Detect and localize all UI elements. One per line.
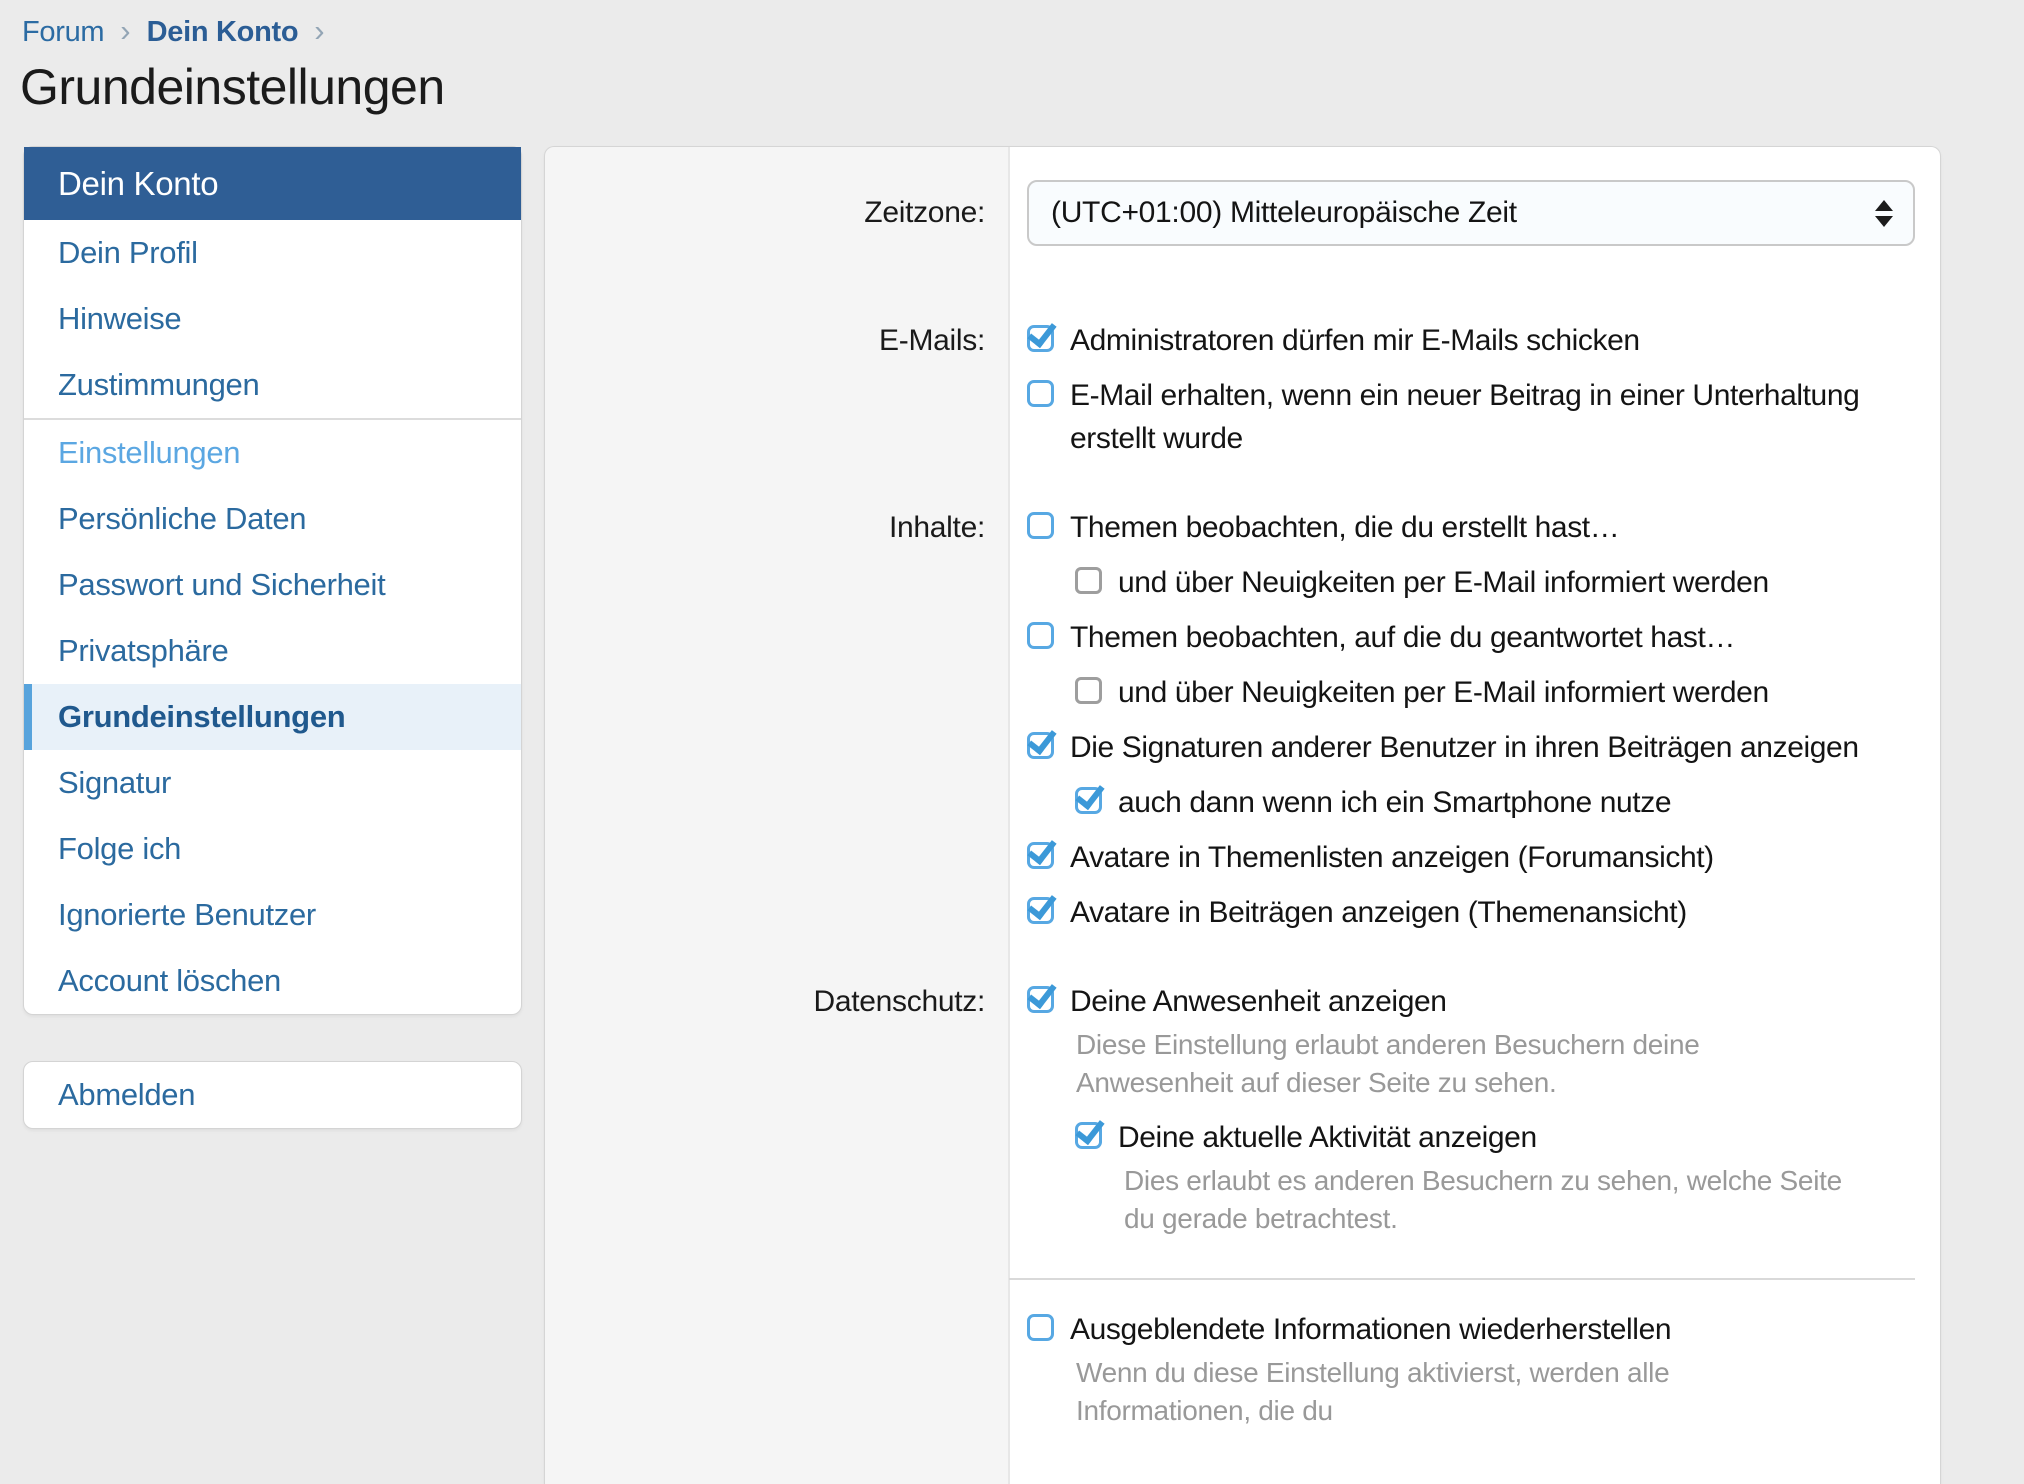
sidebar (23, 146, 522, 1129)
sidebar-item-hinweise[interactable]: Hinweise (58, 301, 182, 336)
checkbox-row-restore-hidden-info[interactable] (1027, 1308, 1915, 1351)
checkbox-label[interactable]: und über Neuigkeiten per E-Mail informiert werden (1118, 566, 1769, 599)
checkbox-description: Wenn du diese Einstellung aktivierst, werden alle Informationen, die du (1076, 1357, 1670, 1426)
checkbox-avatars-forum-view[interactable] (1027, 842, 1054, 869)
sidebar-item-passwort-und-sicherheit[interactable]: Passwort und Sicherheit (58, 567, 386, 602)
checkbox-item (1027, 374, 1915, 460)
checkbox-description: Dies erlaubt es anderen Besuchern zu sehen, welche Seite du gerade betrachtest. (1124, 1165, 1842, 1234)
checkbox-row-watch-replied-email[interactable] (1075, 671, 1915, 714)
checkbox-show-presence[interactable] (1027, 986, 1054, 1013)
sidebar-item-privatsphaere[interactable]: Privatsphäre (58, 633, 229, 668)
checkbox-show-signatures[interactable] (1027, 732, 1054, 759)
checkbox-label[interactable]: Themen beobachten, auf die du geantwortet hast… (1070, 621, 1735, 654)
checkbox-item (1027, 726, 1915, 769)
select-spinner-icon (1875, 200, 1893, 227)
checkbox-item (1027, 1116, 1915, 1238)
form-row-datenschutz (545, 963, 1940, 1278)
timezone-select[interactable] (1027, 180, 1915, 246)
checkbox-label[interactable]: Deine aktuelle Aktivität anzeigen (1118, 1121, 1537, 1154)
page-title: Grundeinstellungen (20, 59, 445, 115)
checkbox-row-conversation-email[interactable] (1027, 374, 1915, 460)
checkbox-row-avatars-forum-view[interactable] (1027, 836, 1915, 879)
checkbox-item (1027, 836, 1915, 879)
form-label-zeitzone: Zeitzone: (864, 196, 985, 229)
checkbox-label[interactable]: Themen beobachten, die du erstellt hast… (1070, 511, 1620, 544)
breadcrumb-link-forum[interactable]: Forum (22, 15, 105, 48)
checkbox-row-show-presence[interactable] (1027, 980, 1915, 1023)
sidebar-nav-box (23, 146, 522, 1015)
checkbox-item (1027, 506, 1915, 549)
sidebar-item-account-loeschen[interactable]: Account löschen (58, 963, 281, 998)
checkbox-label[interactable]: Die Signaturen anderer Benutzer in ihren Beiträgen anzeigen (1070, 731, 1859, 764)
main-layout (0, 146, 2024, 1484)
checkbox-watch-created-threads[interactable] (1027, 512, 1054, 539)
checkbox-watch-replied-threads[interactable] (1027, 622, 1054, 649)
page-header (0, 0, 2024, 116)
sidebar-item-einstellungen[interactable]: Einstellungen (58, 435, 241, 470)
checkbox-label[interactable]: und über Neuigkeiten per E-Mail informiert werden (1118, 676, 1769, 709)
checkbox-item (1027, 561, 1915, 604)
checkbox-label[interactable]: E-Mail erhalten, wenn ein neuer Beitrag in einer Unterhaltung erstellt wurde (1070, 379, 1860, 455)
sidebar-item-folge-ich[interactable]: Folge ich (58, 831, 182, 866)
checkbox-conversation-email[interactable] (1027, 380, 1054, 407)
checkbox-show-signatures-mobile[interactable] (1075, 787, 1102, 814)
checkbox-row-show-activity[interactable] (1075, 1116, 1915, 1159)
checkbox-item (1027, 319, 1915, 362)
sidebar-item-abmelden[interactable]: Abmelden (58, 1077, 196, 1112)
form-label-emails: E-Mails: (879, 324, 985, 357)
checkbox-row-show-signatures-mobile[interactable] (1075, 781, 1915, 824)
checkbox-label[interactable]: Ausgeblendete Informationen wiederherstellen (1070, 1313, 1672, 1346)
checkbox-admin-emails[interactable] (1027, 325, 1054, 352)
checkbox-label[interactable]: Avatare in Themenlisten anzeigen (Forumansicht) (1070, 841, 1714, 874)
row-divider (1009, 1278, 1915, 1280)
form-row-emails (545, 302, 1940, 489)
checkbox-row-watch-replied-threads[interactable] (1027, 616, 1915, 659)
checkbox-item (1027, 891, 1915, 934)
settings-form-panel (544, 146, 1941, 1484)
checkbox-watch-replied-email[interactable] (1075, 677, 1102, 704)
breadcrumb (22, 13, 2024, 50)
form-row-zeitzone (545, 147, 1940, 302)
checkbox-show-activity[interactable] (1075, 1122, 1102, 1149)
checkbox-label[interactable]: Avatare in Beiträgen anzeigen (Themenansicht) (1070, 896, 1687, 929)
checkbox-row-watch-created-threads[interactable] (1027, 506, 1915, 549)
form-row-inhalte (545, 489, 1940, 963)
sidebar-item-grundeinstellungen[interactable]: Grundeinstellungen (24, 684, 521, 750)
sidebar-item-ignorierte-benutzer[interactable]: Ignorierte Benutzer (58, 897, 316, 932)
checkbox-description: Diese Einstellung erlaubt anderen Besuchern deine Anwesenheit auf dieser Seite zu sehen. (1076, 1029, 1700, 1098)
checkbox-item (1027, 671, 1915, 714)
sidebar-item-persoenliche-daten[interactable]: Persönliche Daten (58, 501, 307, 536)
checkbox-item (1027, 616, 1915, 659)
breadcrumb-separator-icon (314, 13, 324, 50)
breadcrumb-link-dein-konto[interactable]: Dein Konto (146, 15, 299, 48)
sidebar-item-zustimmungen[interactable]: Zustimmungen (58, 367, 260, 402)
checkbox-watch-created-email[interactable] (1075, 567, 1102, 594)
checkbox-row-watch-created-email[interactable] (1075, 561, 1915, 604)
breadcrumb-separator-icon (120, 13, 130, 50)
checkbox-label[interactable]: Administratoren dürfen mir E-Mails schicken (1070, 324, 1640, 357)
sidebar-logout-box (23, 1061, 522, 1129)
form-label-inhalte: Inhalte: (888, 511, 985, 544)
checkbox-row-admin-emails[interactable] (1027, 319, 1915, 362)
checkbox-item (1027, 980, 1915, 1102)
sidebar-header: Dein Konto (24, 147, 521, 220)
checkbox-restore-hidden-info[interactable] (1027, 1314, 1054, 1341)
checkbox-item (1027, 781, 1915, 824)
sidebar-item-signatur[interactable]: Signatur (58, 765, 172, 800)
checkbox-item (1027, 1308, 1915, 1430)
form-row-restore-hidden (545, 1278, 1940, 1484)
checkbox-avatars-thread-view[interactable] (1027, 897, 1054, 924)
sidebar-item-dein-profil[interactable]: Dein Profil (58, 235, 198, 270)
form-label-datenschutz: Datenschutz: (813, 985, 985, 1018)
checkbox-label[interactable]: Deine Anwesenheit anzeigen (1070, 985, 1447, 1018)
form-label-empty (545, 1278, 1009, 1444)
checkbox-row-show-signatures[interactable] (1027, 726, 1915, 769)
timezone-select-value: (UTC+01:00) Mitteleuropäische Zeit (1051, 196, 1517, 229)
checkbox-label[interactable]: auch dann wenn ich ein Smartphone nutze (1118, 786, 1672, 819)
checkbox-row-avatars-thread-view[interactable] (1027, 891, 1915, 934)
